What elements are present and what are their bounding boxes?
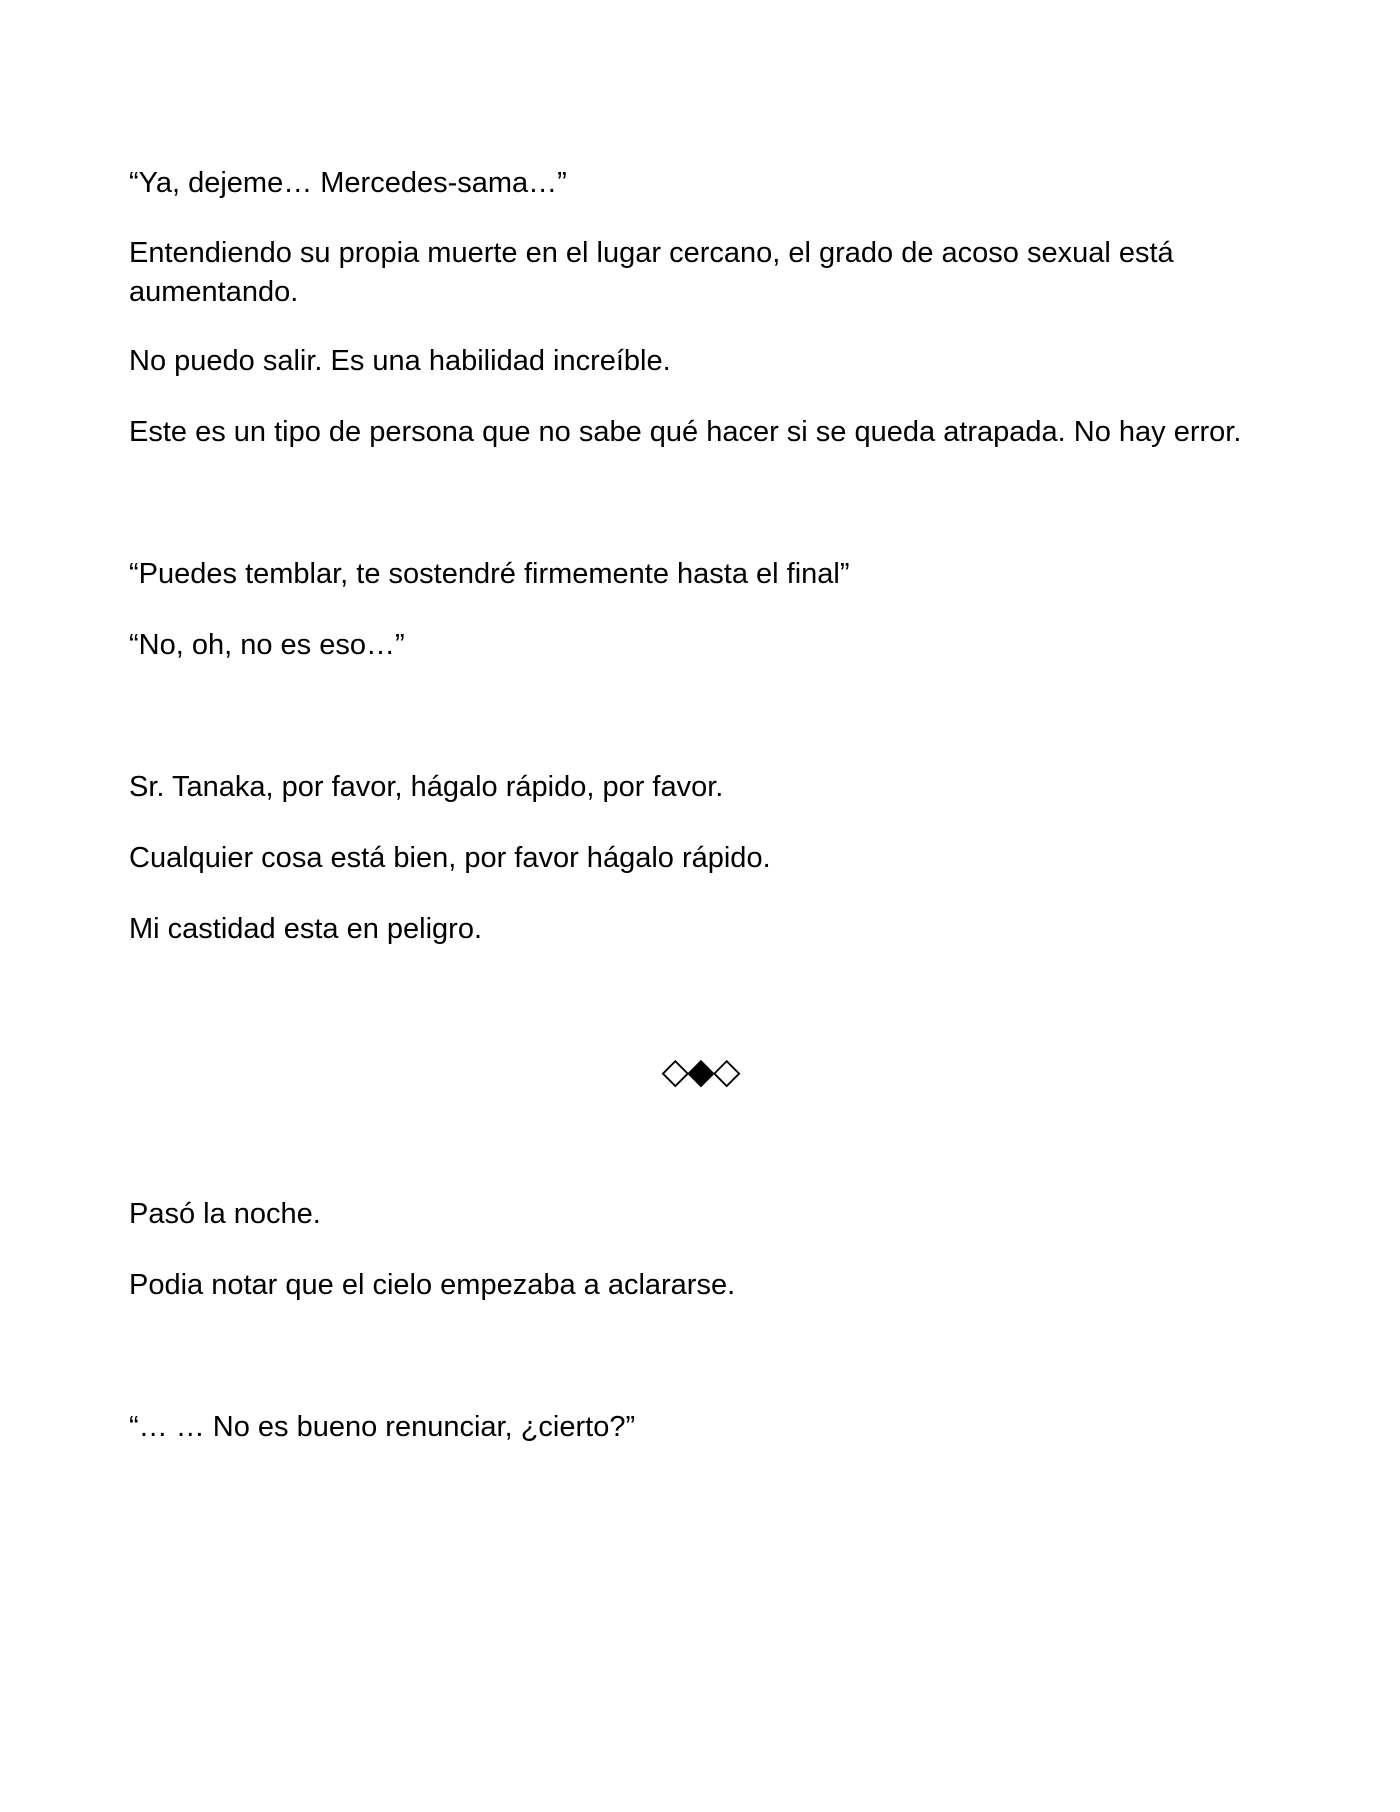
paragraph: Podia notar que el cielo empezaba a aclararse. xyxy=(129,1269,736,1301)
paragraph: Este es un tipo de persona que no sabe qué hacer si se queda atrapada. No hay error. xyxy=(129,416,1242,448)
paragraph: Cualquier cosa está bien, por favor hágalo rápido. xyxy=(129,842,771,874)
paragraph: Sr. Tanaka, por favor, hágalo rápido, por favor. xyxy=(129,771,724,803)
scene-break-divider: ◇◆◇ xyxy=(661,1051,739,1092)
paragraph: No puedo salir. Es una habilidad increíble. xyxy=(129,345,671,377)
paragraph: Entendiendo su propia muerte en el lugar cercano, el grado de acoso sexual está aumentando. xyxy=(129,237,1174,308)
paragraph: Pasó la noche. xyxy=(129,1198,321,1230)
paragraph: Mi castidad esta en peligro. xyxy=(129,913,483,945)
paragraph: “… … No es bueno renunciar, ¿cierto?” xyxy=(129,1411,636,1443)
paragraph: “No, oh, no es eso…” xyxy=(129,629,405,661)
paragraph: “Ya, dejeme… Mercedes-sama…” xyxy=(129,167,567,199)
paragraph: “Puedes temblar, te sostendré firmemente hasta el final” xyxy=(129,558,850,590)
